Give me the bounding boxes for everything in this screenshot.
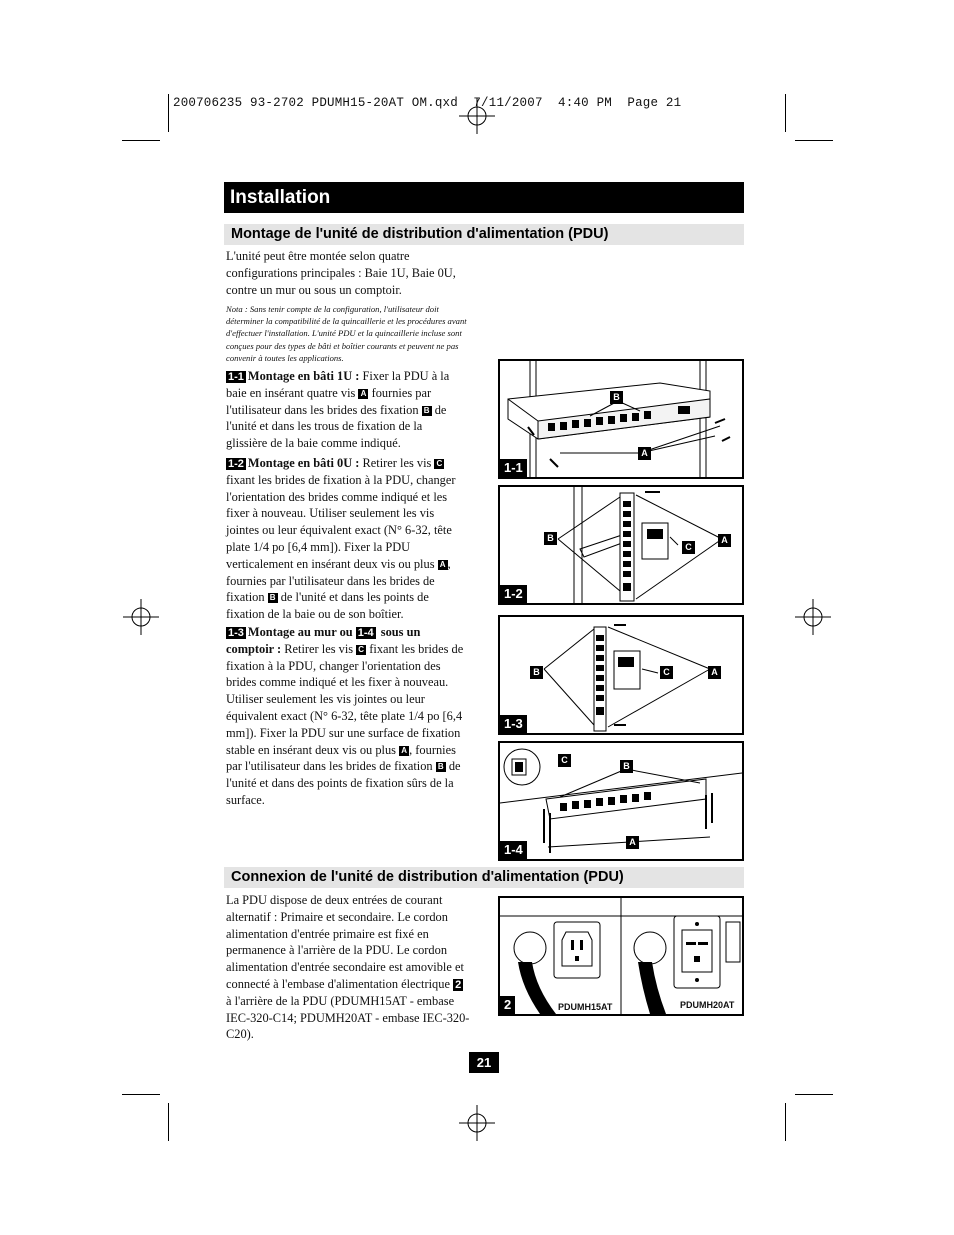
connexion-text: La PDU dispose de deux entrées de courant alternatif : Primaire et secondaire. Le cordon alimentation d'entrée primaire est fixé en permanence à l'arrière de la PDU. Le cordon alimentation d'entrée secondaire est amovible et connecté à l'embase d'alimentation électrique <box>226 893 464 991</box>
step-text: fixant les brides de fixation à la PDU, changer l'orientation des brides comme indiqué et les fixer à nouveau. Utiliser seulement les vis jointes ou leur équivalent exact (N° 6-32, tête plate 1/4 po [6,4 mm]). Fixer la PDU sur une surface de fixation stable en insérant deux vis ou plus <box>226 641 464 757</box>
step-title: sous un comptoir : <box>226 625 421 656</box>
registration-mark-icon <box>459 1105 495 1141</box>
section-heading-connexion: Connexion de l'unité de distribution d'alimentation (PDU) <box>224 867 744 888</box>
callout-c: C <box>558 754 571 767</box>
page-number: 21 <box>469 1052 499 1073</box>
intro-paragraph: L'unité peut être montée selon quatre configurations principales : Baie 1U, Baie 0U, contre un mur ou sous un comptoir. <box>226 249 456 297</box>
crop-mark <box>785 1103 786 1141</box>
callout-a: A <box>708 666 721 679</box>
connexion-paragraph <box>226 892 470 1043</box>
pdu-rack-0u-illustration <box>500 487 742 603</box>
step-title: Montage au mur ou <box>247 625 356 639</box>
step-tag: 1-1 <box>228 371 244 383</box>
figure-under-counter <box>498 741 744 861</box>
caption-pdumh15at: PDUMH15AT <box>558 1002 613 1012</box>
crop-mark <box>122 1094 160 1095</box>
figure-label: 1-1 <box>500 459 527 477</box>
figure-label: 1-4 <box>500 841 527 859</box>
step-wall-counter <box>226 624 470 809</box>
callout-b: B <box>610 391 623 404</box>
figure-label: 2 <box>500 996 515 1014</box>
caption-pdumh20at: PDUMH20AT <box>680 1000 735 1010</box>
step-text: fournies par l'utilisateur dans les brides des fixation <box>226 385 432 417</box>
step-text: , fournies par l'utilisateur dans les brides de fixation <box>226 556 451 605</box>
callout-b: B <box>436 762 446 772</box>
step-tag: 1-4 <box>357 627 374 639</box>
power-cord <box>638 962 666 1014</box>
print-header: 200706235 93-2702 PDUMH15-20AT OM.qxd 7/11/2007 4:40 PM Page 21 <box>173 96 682 110</box>
callout-b: B <box>422 406 432 416</box>
section-heading-montage: Montage de l'unité de distribution d'alimentation (PDU) <box>224 224 744 245</box>
registration-mark-icon <box>795 599 831 635</box>
step-tag: 1-2 <box>228 458 244 470</box>
power-cord <box>518 962 556 1014</box>
registration-mark-icon <box>123 599 159 635</box>
crop-mark <box>795 140 833 141</box>
callout-a: A <box>638 447 651 460</box>
figure-rack-1u <box>498 359 744 479</box>
note-paragraph: Nota : Sans tenir compte de la configuration, l'utilisateur doit déterminer la compatibilité de la quincaillerie et les procédures avant d'effectuer l'installation. L'unité PDU et la quincaillerie incluse sont conçues pour des types de bâti et boîtier courants et peuvent ne pas convenir à toutes les applications. <box>226 304 467 363</box>
callout-c: C <box>356 645 366 655</box>
step-title: Montage en bâti 1U : <box>247 369 360 383</box>
step-tag: 1-3 <box>228 627 244 639</box>
callout-c: C <box>434 459 444 469</box>
figure-label: 1-3 <box>500 715 527 733</box>
step-text: de l'unité et dans les trous de fixation de la glissière de la baie comme indiqué. <box>226 402 447 451</box>
figure-label: 1-2 <box>500 585 527 603</box>
crop-mark <box>168 1103 169 1141</box>
step-text: de l'unité et dans les points de fixation de la baie ou de son boîtier. <box>226 590 429 622</box>
callout-a: A <box>358 389 368 399</box>
callout-a: A <box>718 534 731 547</box>
step-title: Montage en bâti 0U : <box>247 456 360 470</box>
step-text: fixant les brides de fixation à la PDU, changer l'orientation des brides comme indiqué et les fixer à nouveau. Utiliser seulement les vis jointes ou leur équivalent exact (N° 6-32, tête plate 1/4 po [6,4 mm]). Fixer la PDU verticalement en insérant deux vis ou plus <box>226 472 456 571</box>
registration-mark-icon <box>459 98 495 134</box>
figure-rack-0u <box>498 485 744 605</box>
callout-a: A <box>626 836 639 849</box>
step-rack-1u <box>226 368 466 452</box>
crop-mark <box>795 1094 833 1095</box>
callout-b: B <box>544 532 557 545</box>
callout-a: A <box>399 746 409 756</box>
power-inlets-illustration <box>500 898 742 1014</box>
figure-ref-tag: 2 <box>455 978 462 991</box>
callout-b: B <box>268 593 278 603</box>
step-text: de l'unité et dans des points de fixation sûrs de la surface. <box>226 759 461 807</box>
pdu-rack-1u-illustration <box>500 361 742 477</box>
callout-a: A <box>438 560 448 570</box>
callout-c: C <box>660 666 673 679</box>
crop-mark <box>122 140 160 141</box>
connexion-text: à l'arrière de la PDU (PDUMH15AT - embase IEC-320-C14; PDUMH20AT - embase IEC-320-C20). <box>226 993 470 1042</box>
page-title: Installation <box>224 182 744 213</box>
callout-b: B <box>530 666 543 679</box>
step-text: Retirer les vis <box>281 641 357 656</box>
figure-power-inlets <box>498 896 744 1016</box>
callout-c: C <box>682 541 695 554</box>
figure-wall-mount <box>498 615 744 735</box>
step-text: , fournies par l'utilisateur dans les brides de fixation <box>226 742 456 774</box>
step-text: Retirer les vis <box>359 456 435 470</box>
callout-b: B <box>620 760 633 773</box>
crop-mark <box>168 94 169 132</box>
crop-mark <box>785 94 786 132</box>
step-rack-0u <box>226 455 468 623</box>
step-text: Fixer la PDU à la baie en insérant quatre vis <box>226 369 450 400</box>
